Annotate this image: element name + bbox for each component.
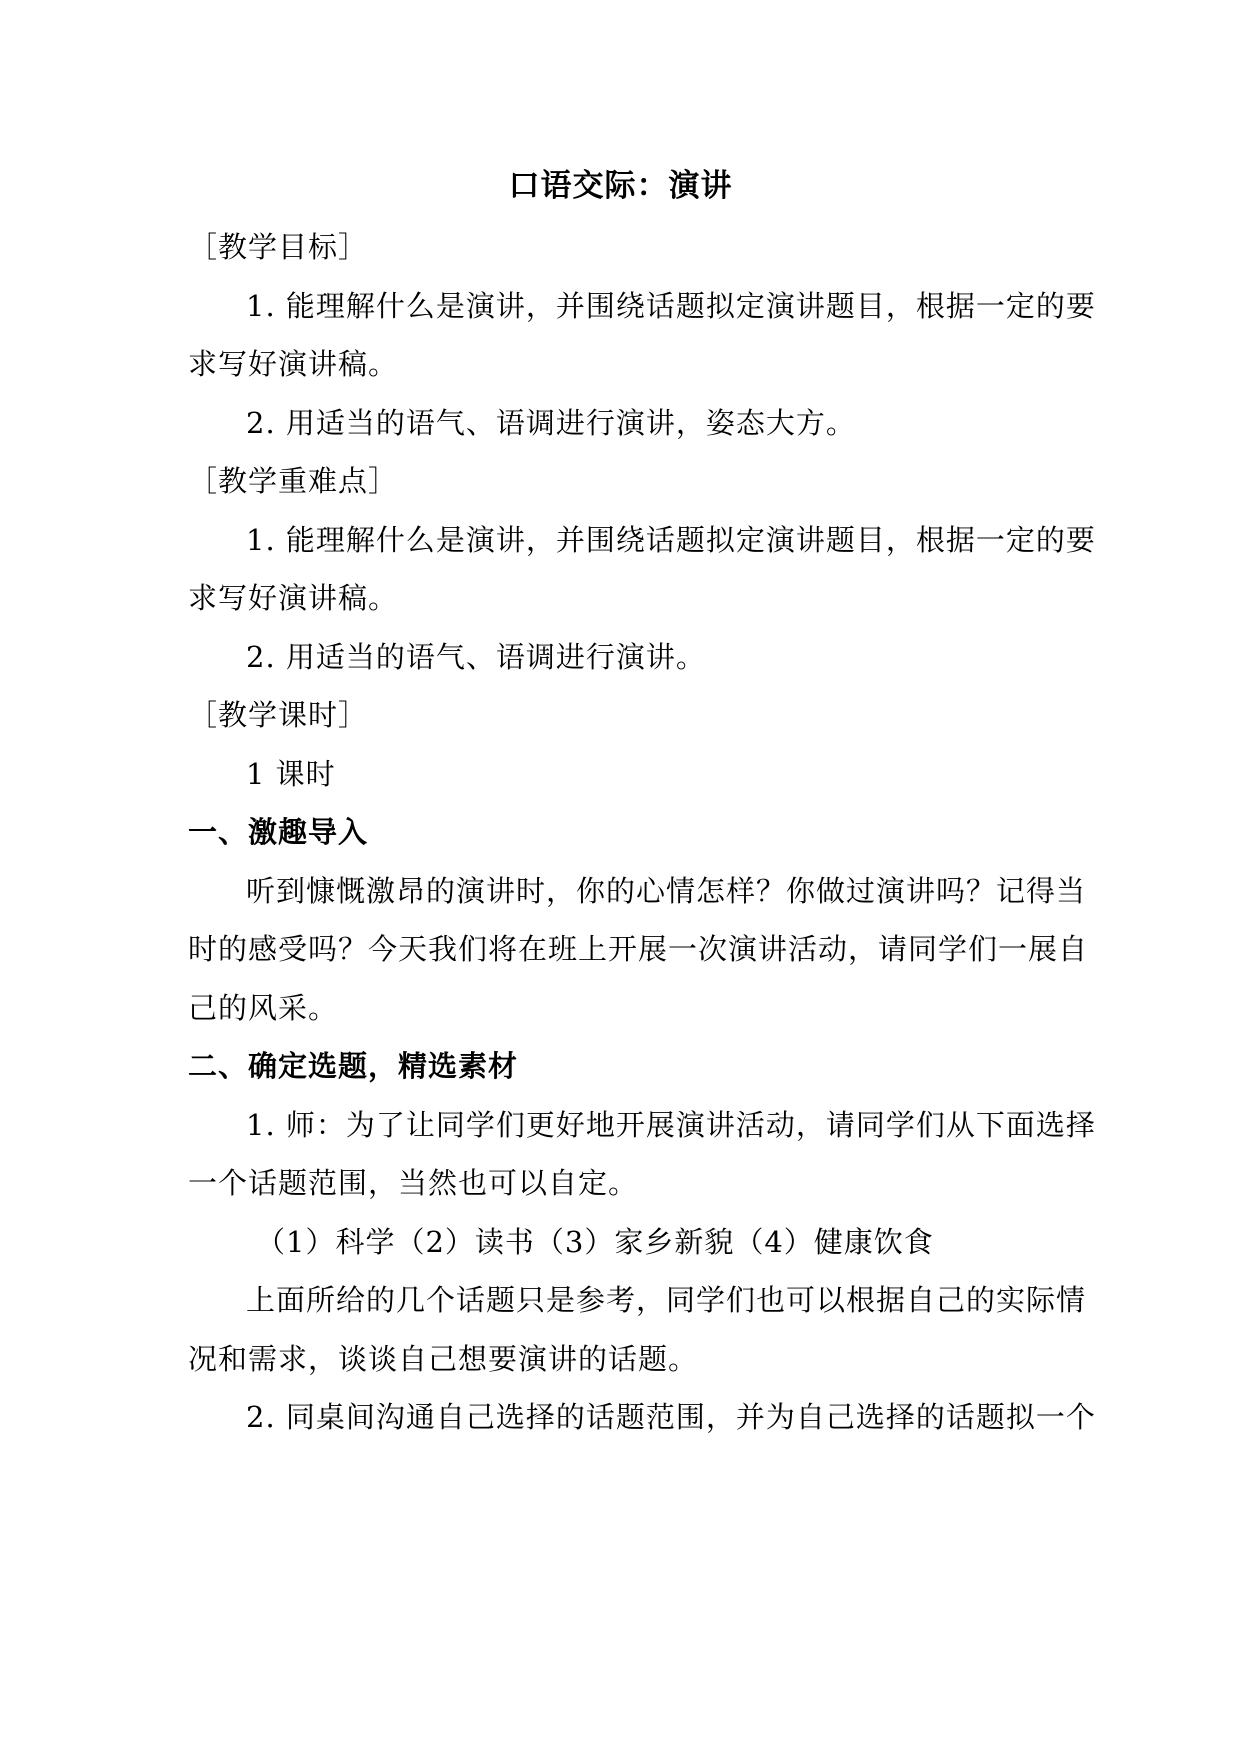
section2-topics: （1）科学（2）读书（3）家乡新貌（4）健康饮食 bbox=[256, 1225, 934, 1259]
section2-heading: 二、确定选题，精选素材 bbox=[188, 1049, 519, 1083]
page-title: 口语交际：演讲 bbox=[508, 168, 733, 204]
section1-para-line3: 己的风采。 bbox=[188, 991, 339, 1025]
objectives-item2: 2. 用适当的语气、语调进行演讲，姿态大方。 bbox=[246, 406, 856, 440]
section1-para-line1: 听到慷慨激昂的演讲时，你的心情怎样？你做过演讲吗？记得当 bbox=[246, 874, 1087, 908]
objectives-item1-line1: 1. 能理解什么是演讲，并围绕话题拟定演讲题目，根据一定的要 bbox=[246, 289, 1096, 323]
section2-item2-line1: 2. 同桌间沟通自己选择的话题范围，并为自己选择的话题拟一个 bbox=[246, 1400, 1096, 1434]
section1-heading: 一、激趣导入 bbox=[188, 815, 369, 849]
key-points-item1-line2: 求写好演讲稿。 bbox=[188, 581, 399, 615]
key-points-heading: ［教学重难点］ bbox=[188, 464, 399, 498]
section2-note-line2: 况和需求，谈谈自己想要演讲的话题。 bbox=[188, 1342, 699, 1376]
key-points-item2: 2. 用适当的语气、语调进行演讲。 bbox=[246, 640, 706, 674]
class-hours-value: 1 课时 bbox=[246, 757, 336, 791]
section2-note-line1: 上面所给的几个话题只是参考，同学们也可以根据自己的实际情 bbox=[246, 1283, 1087, 1317]
key-points-item1-line1: 1. 能理解什么是演讲，并围绕话题拟定演讲题目，根据一定的要 bbox=[246, 523, 1096, 557]
class-hours-heading: ［教学课时］ bbox=[188, 698, 369, 732]
section2-item1-line2: 一个话题范围，当然也可以自定。 bbox=[188, 1166, 639, 1200]
objectives-heading: ［教学目标］ bbox=[188, 230, 369, 264]
section2-item1-line1: 1. 师：为了让同学们更好地开展演讲活动，请同学们从下面选择 bbox=[246, 1108, 1096, 1142]
section1-para-line2: 时的感受吗？今天我们将在班上开展一次演讲活动，请同学们一展自 bbox=[188, 932, 1089, 966]
objectives-item1-line2: 求写好演讲稿。 bbox=[188, 347, 399, 381]
